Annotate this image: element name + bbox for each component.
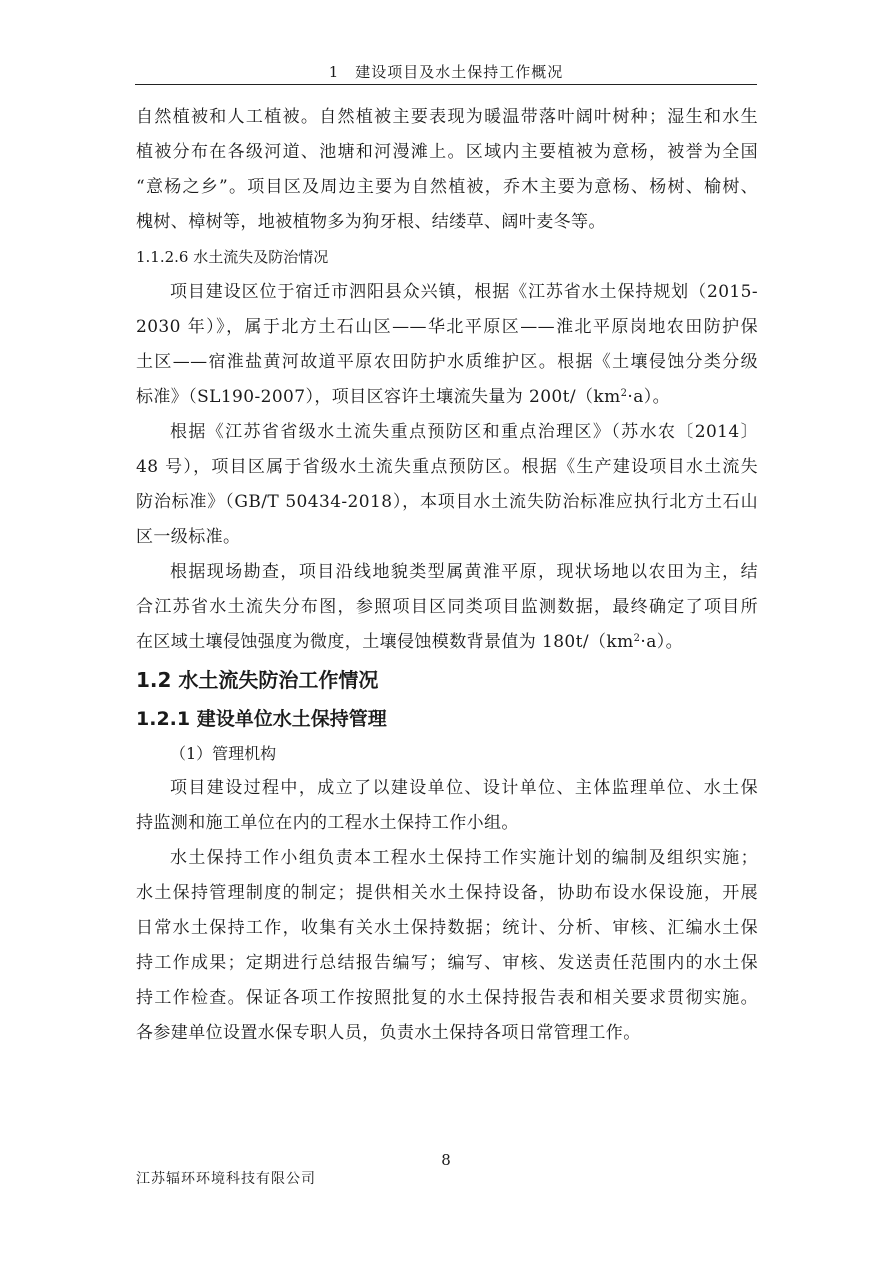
text-line: 水土保持工作小组负责本工程水土保持工作实施计划的编制及组织实施；: [170, 848, 758, 868]
running-header: 1 建设项目及水土保持工作概况: [328, 63, 564, 81]
section-heading-1-1-2-6: 1.1.2.6 水土流失及防治情况: [136, 248, 329, 266]
text-line: 土区——宿淮盐黄河故道平原农田防护水质维护区。根据《土壤侵蚀分类分级: [136, 352, 758, 372]
vegetation-paragraph-continued: [136, 100, 758, 240]
text-run: ·a）。: [640, 632, 684, 652]
text-line: 日常水土保持工作，收集有关水土保持数据；统计、分析、审核、汇编水土保: [136, 918, 758, 938]
text-line: [136, 625, 758, 660]
management-paragraph-2: [136, 841, 758, 1051]
text-line: 防治标准》（GB/T 50434-2018），本项目水土流失防治标准应执行北方土石山: [136, 492, 758, 512]
page-number: 8: [441, 1151, 451, 1169]
text-line: 持工作成果；定期进行总结报告编写；编写、审核、发送责任范围内的水土保: [136, 953, 758, 973]
management-paragraph-1: [136, 771, 758, 841]
header-rule: [135, 84, 757, 85]
text-line: 项目建设过程中，成立了以建设单位、设计单位、主体监理单位、水土保: [170, 778, 758, 798]
page-body: [136, 100, 758, 1051]
text-line: 植被分布在各级河道、池塘和河漫滩上。区域内主要植被为意杨，被誉为全国: [136, 142, 758, 162]
superscript: 2: [633, 633, 641, 644]
text-run: 标准》（SL190-2007），项目区容许土壤流失量为 200t/（km: [136, 387, 621, 407]
superscript: 2: [620, 388, 628, 399]
section-heading-1-2: 1.2 水土流失防治工作情况: [136, 668, 379, 692]
text-line: 根据现场勘查，项目沿线地貌类型属黄淮平原，现状场地以农田为主，结: [170, 562, 758, 582]
text-line: 持监测和施工单位在内的工程水土保持工作小组。: [136, 813, 519, 833]
text-run: ·a）。: [627, 387, 671, 407]
text-line: 各参建单位设置水保专职人员，负责水土保持各项日常管理工作。: [136, 1023, 641, 1043]
text-line: 2030 年）》，属于北方土石山区——华北平原区——淮北平原岗地农田防护保: [136, 317, 758, 337]
section-heading-1-2-1: 1.2.1 建设单位水土保持管理: [136, 708, 387, 730]
text-line: 槐树、樟树等，地被植物多为狗牙根、结缕草、阔叶麦冬等。: [136, 212, 606, 232]
text-line: 区一级标准。: [136, 527, 241, 547]
text-run: 在区域土壤侵蚀强度为微度，土壤侵蚀模数背景值为 180t/（km: [136, 632, 634, 652]
text-line: 水土保持管理制度的制定；提供相关水土保持设备，协助布设水保设施，开展: [136, 883, 758, 903]
soil-erosion-paragraph-1: [136, 275, 758, 415]
footer-company: 江苏辐环环境科技有限公司: [136, 1171, 316, 1187]
text-line: 项目建设区位于宿迁市泗阳县众兴镇，根据《江苏省水土保持规划（2015-: [170, 282, 758, 302]
text-line: [136, 380, 758, 415]
text-line: “意杨之乡”。项目区及周边主要为自然植被，乔木主要为意杨、杨树、榆树、: [136, 177, 758, 197]
text-line: 持工作检查。保证各项工作按照批复的水土保持报告表和相关要求贯彻实施。: [136, 988, 758, 1008]
text-line: 合江苏省水土流失分布图，参照项目区同类项目监测数据，最终确定了项目所: [136, 597, 758, 617]
soil-erosion-paragraph-2: [136, 415, 758, 555]
item-label-management-org: （1）管理机构: [170, 744, 277, 763]
text-line: 自然植被和人工植被。自然植被主要表现为暖温带落叶阔叶树种；湿生和水生: [136, 107, 758, 127]
text-line: 48 号），项目区属于省级水土流失重点预防区。根据《生产建设项目水土流失: [136, 457, 758, 477]
text-line: 根据《江苏省省级水土流失重点预防区和重点治理区》（苏水农〔2014〕: [170, 422, 758, 442]
soil-erosion-paragraph-3: [136, 555, 758, 660]
